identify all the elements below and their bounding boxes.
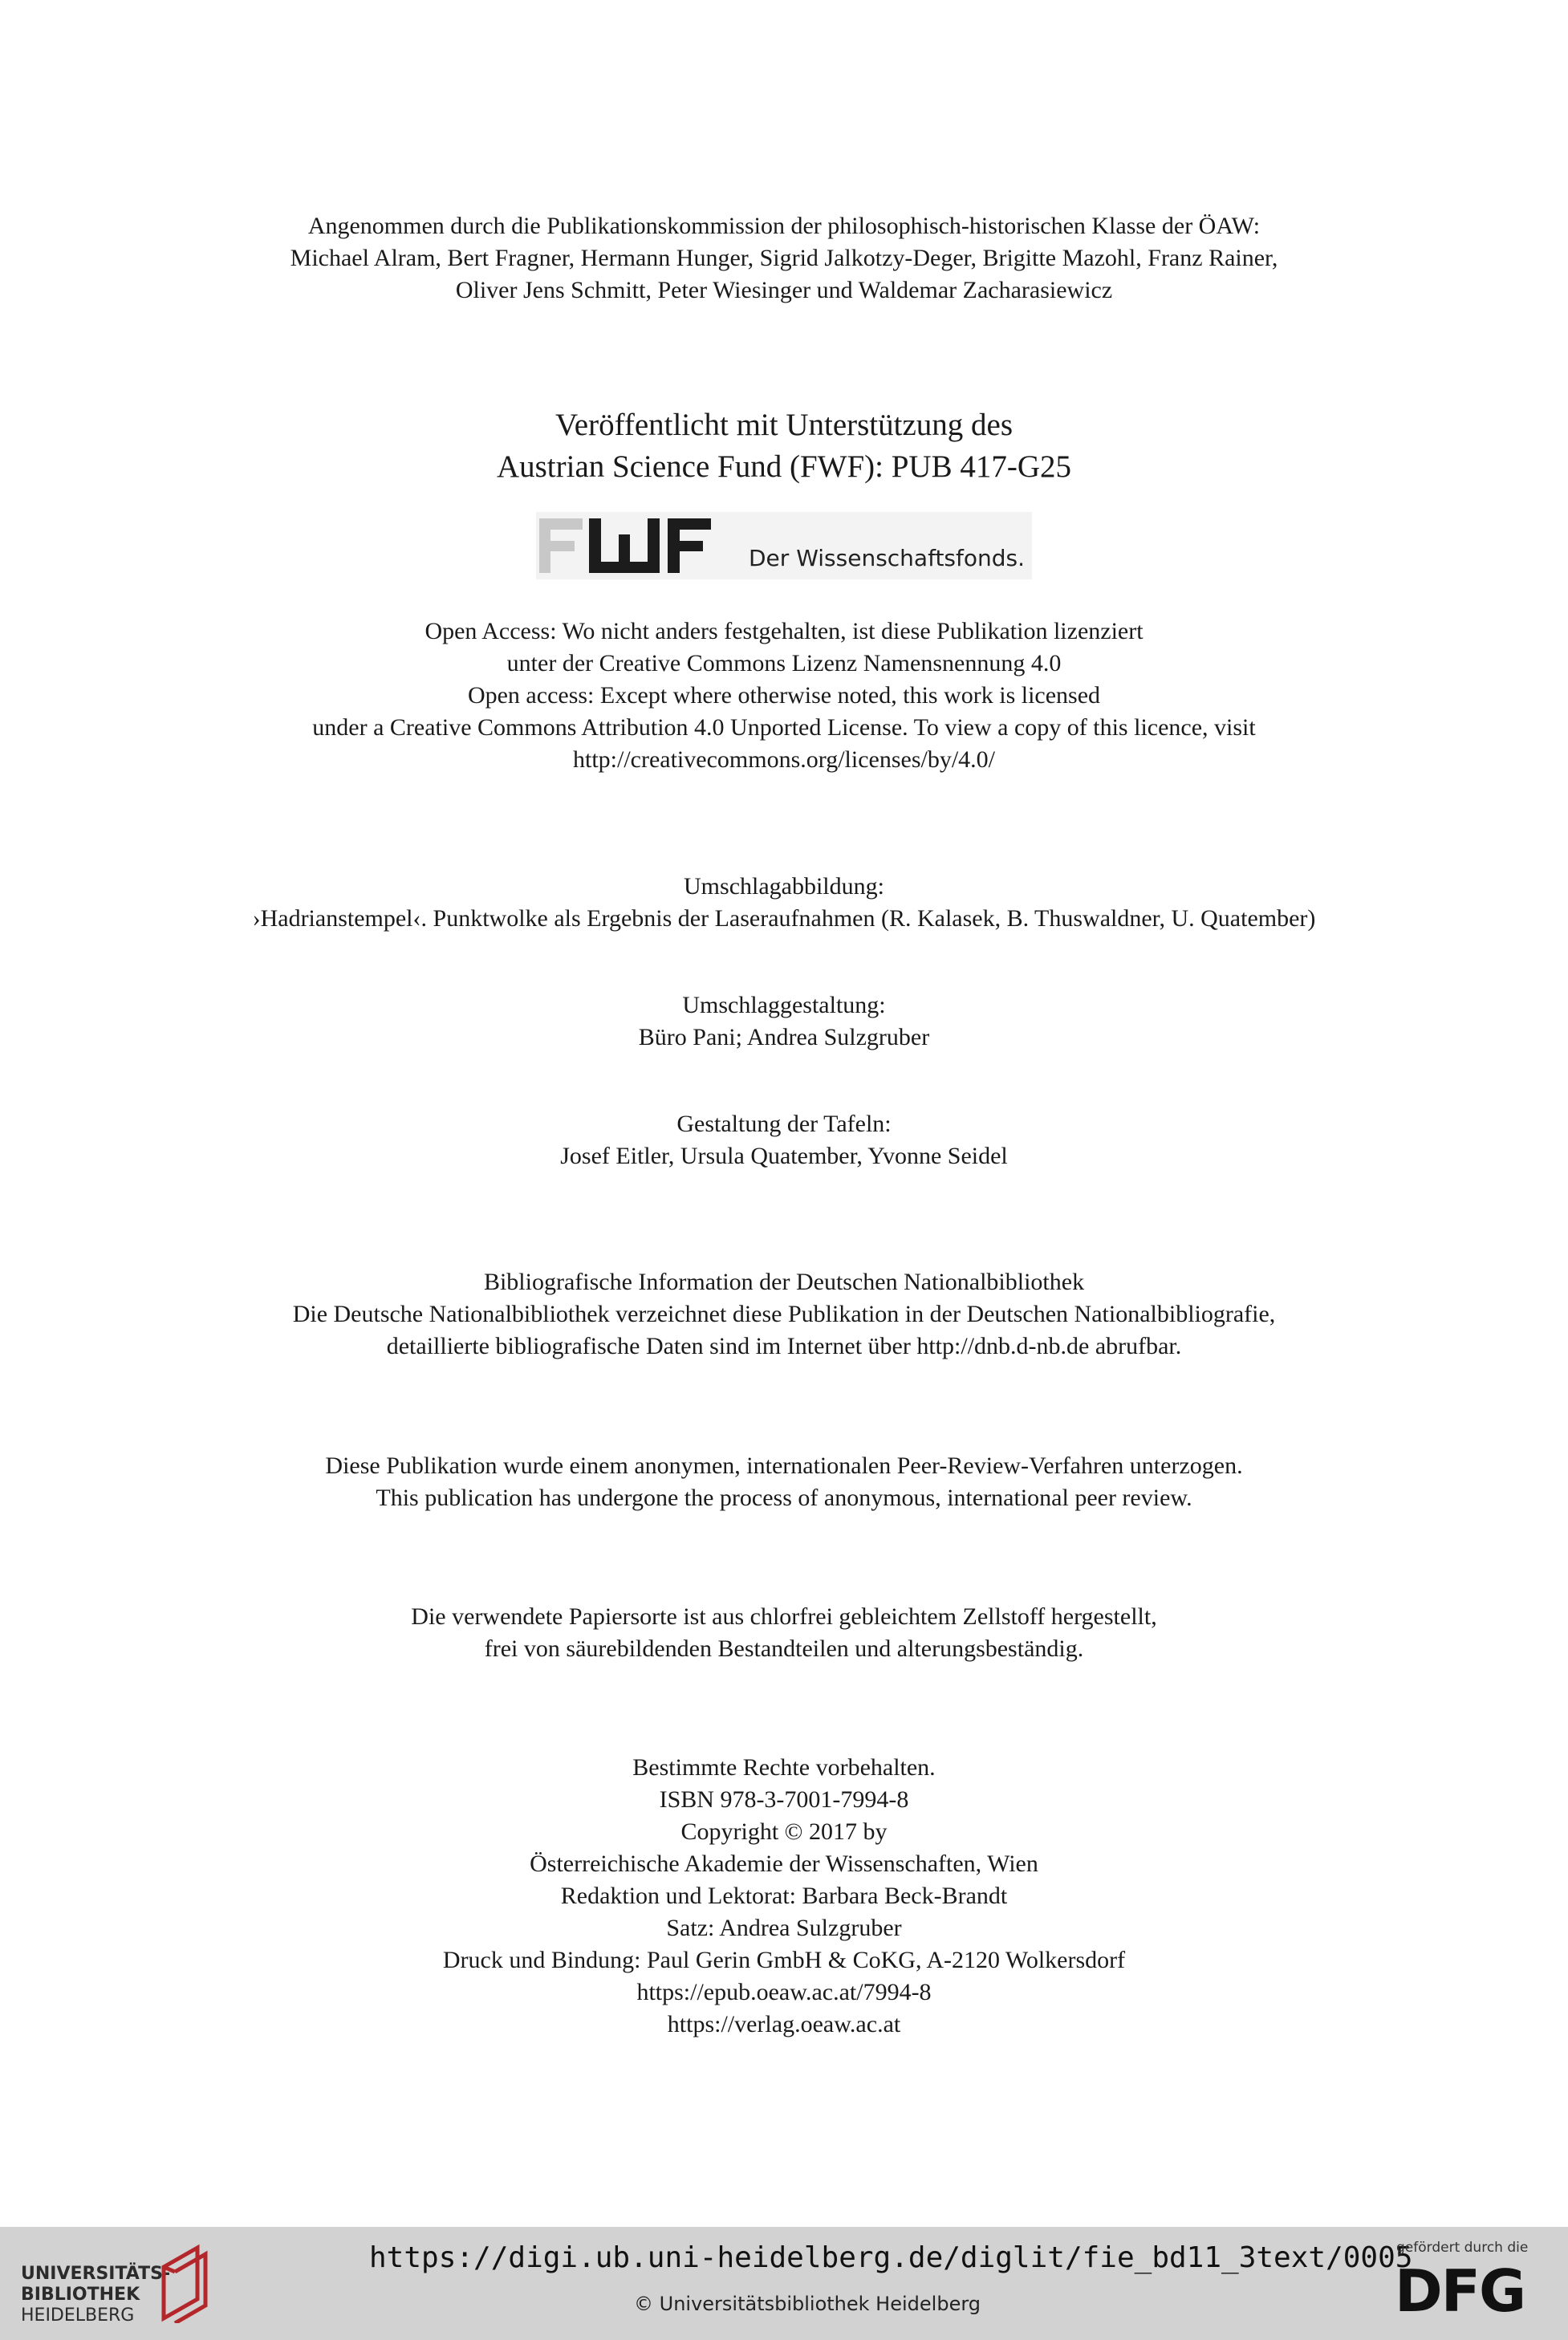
commission-line: Angenommen durch die Publikationskommission der philosophisch-historischen Klasse der ÖAW: <box>307 213 1261 239</box>
dfg-caption: gefördert durch die <box>1396 2240 1529 2256</box>
cover-image-credit: ›Hadrianstempel‹. Punktwolke als Ergebnis der Laseraufnahmen (R. Kalasek, B. Thuswaldner, U. Quatember) <box>252 905 1316 932</box>
bibliographic-line: Die Deutsche Nationalbibliothek verzeichnet diese Publikation in der Deutschen Nationalbibliografie, <box>292 1301 1276 1327</box>
imprint-line: Bestimmte Rechte vorbehalten. <box>632 1754 936 1781</box>
imprint-line: Copyright © 2017 by <box>680 1818 888 1845</box>
footer-bar <box>0 2227 1568 2340</box>
fwf-tagline: Der Wissenschaftsfonds. <box>749 545 1026 571</box>
bibliographic-line: detaillierte bibliografische Daten sind im Internet über http://dnb.d-nb.de abrufbar. <box>386 1333 1182 1359</box>
peer-review-line: This publication has undergone the process of anonymous, international peer review. <box>376 1485 1192 1511</box>
paper-block <box>0 1601 1568 1665</box>
dfg-wordmark: DFG <box>1395 2257 1525 2325</box>
plates-design-heading: Gestaltung der Tafeln: <box>676 1111 892 1137</box>
library-name <box>21 2264 170 2326</box>
epub-link[interactable]: https://epub.oeaw.ac.at/7994-8 <box>636 1979 932 2005</box>
funding-block <box>0 404 1568 488</box>
peer-review-block <box>0 1450 1568 1514</box>
publisher-link[interactable]: https://verlag.oeaw.ac.at <box>667 2011 901 2037</box>
library-logo <box>21 2238 230 2330</box>
fwf-wordmark-icon <box>536 512 749 579</box>
library-mark-icon <box>157 2243 213 2323</box>
cover-design-credit: Büro Pani; Andrea Sulzgruber <box>638 1024 930 1050</box>
cover-image-block <box>0 871 1568 935</box>
open-access-line: Open Access: Wo nicht anders festgehalten, ist diese Publikation lizenziert <box>424 618 1144 644</box>
open-access-block <box>0 615 1568 776</box>
dfg-logo <box>1395 2240 1555 2328</box>
plates-design-block <box>0 1108 1568 1172</box>
commission-line: Oliver Jens Schmitt, Peter Wiesinger und Waldemar Zacharasiewicz <box>455 277 1113 303</box>
commission-line: Michael Alram, Bert Fragner, Hermann Hunger, Sigrid Jalkotzy-Deger, Brigitte Mazohl, Franz Rainer, <box>290 245 1278 271</box>
isbn: ISBN 978-3-7001-7994-8 <box>659 1786 909 1813</box>
bibliographic-line: Bibliografische Information der Deutschen Nationalbibliothek <box>483 1269 1085 1295</box>
fwf-logo <box>536 512 1032 579</box>
imprint-line: Druck und Bindung: Paul Gerin GmbH & CoKG, A-2120 Wolkersdorf <box>442 1947 1126 1973</box>
open-access-line: Open access: Except where otherwise noted, this work is licensed <box>467 682 1101 709</box>
paper-line: Die verwendete Papiersorte ist aus chlorfrei gebleichtem Zellstoff hergestellt, <box>411 1603 1157 1630</box>
imprint-line: Satz: Andrea Sulzgruber <box>666 1915 902 1941</box>
open-access-line: under a Creative Commons Attribution 4.0 Unported License. To view a copy of this licence, visit <box>312 714 1256 741</box>
funding-line: Veröffentlicht mit Unterstützung des <box>554 408 1014 442</box>
open-access-line: http://creativecommons.org/licenses/by/4.0/ <box>572 746 995 773</box>
bibliographic-block <box>0 1266 1568 1363</box>
funding-line: Austrian Science Fund (FWF): PUB 417-G25 <box>496 449 1072 484</box>
imprint-line: Redaktion und Lektorat: Barbara Beck-Brandt <box>560 1883 1008 1909</box>
page-url-link[interactable]: https://digi.ub.uni-heidelberg.de/diglit/fie_bd11_3text/0005 <box>369 2241 1413 2274</box>
paper-line: frei von säurebildenden Bestandteilen und alterungsbeständig. <box>484 1635 1084 1662</box>
cover-image-heading: Umschlagabbildung: <box>684 873 884 900</box>
cover-design-block <box>0 989 1568 1054</box>
imprint-line: Österreichische Akademie der Wissenschaften, Wien <box>530 1850 1038 1877</box>
library-name-line: BIBLIOTHEK <box>21 2285 140 2305</box>
peer-review-line: Diese Publikation wurde einem anonymen, internationalen Peer-Review-Verfahren unterzogen. <box>325 1452 1243 1479</box>
imprint-block <box>0 1752 1568 2041</box>
open-access-line: unter der Creative Commons Lizenz Namensnennung 4.0 <box>506 650 1062 676</box>
library-name-line: UNIVERSITÄTS- <box>21 2264 171 2284</box>
plates-design-credit: Josef Eitler, Ursula Quatember, Yvonne Seidel <box>560 1143 1008 1169</box>
commission-block <box>0 210 1568 307</box>
footer-copyright: © Universitätsbibliothek Heidelberg <box>634 2293 981 2315</box>
library-name-line: HEIDELBERG <box>21 2305 135 2326</box>
cover-design-heading: Umschlaggestaltung: <box>682 992 886 1018</box>
